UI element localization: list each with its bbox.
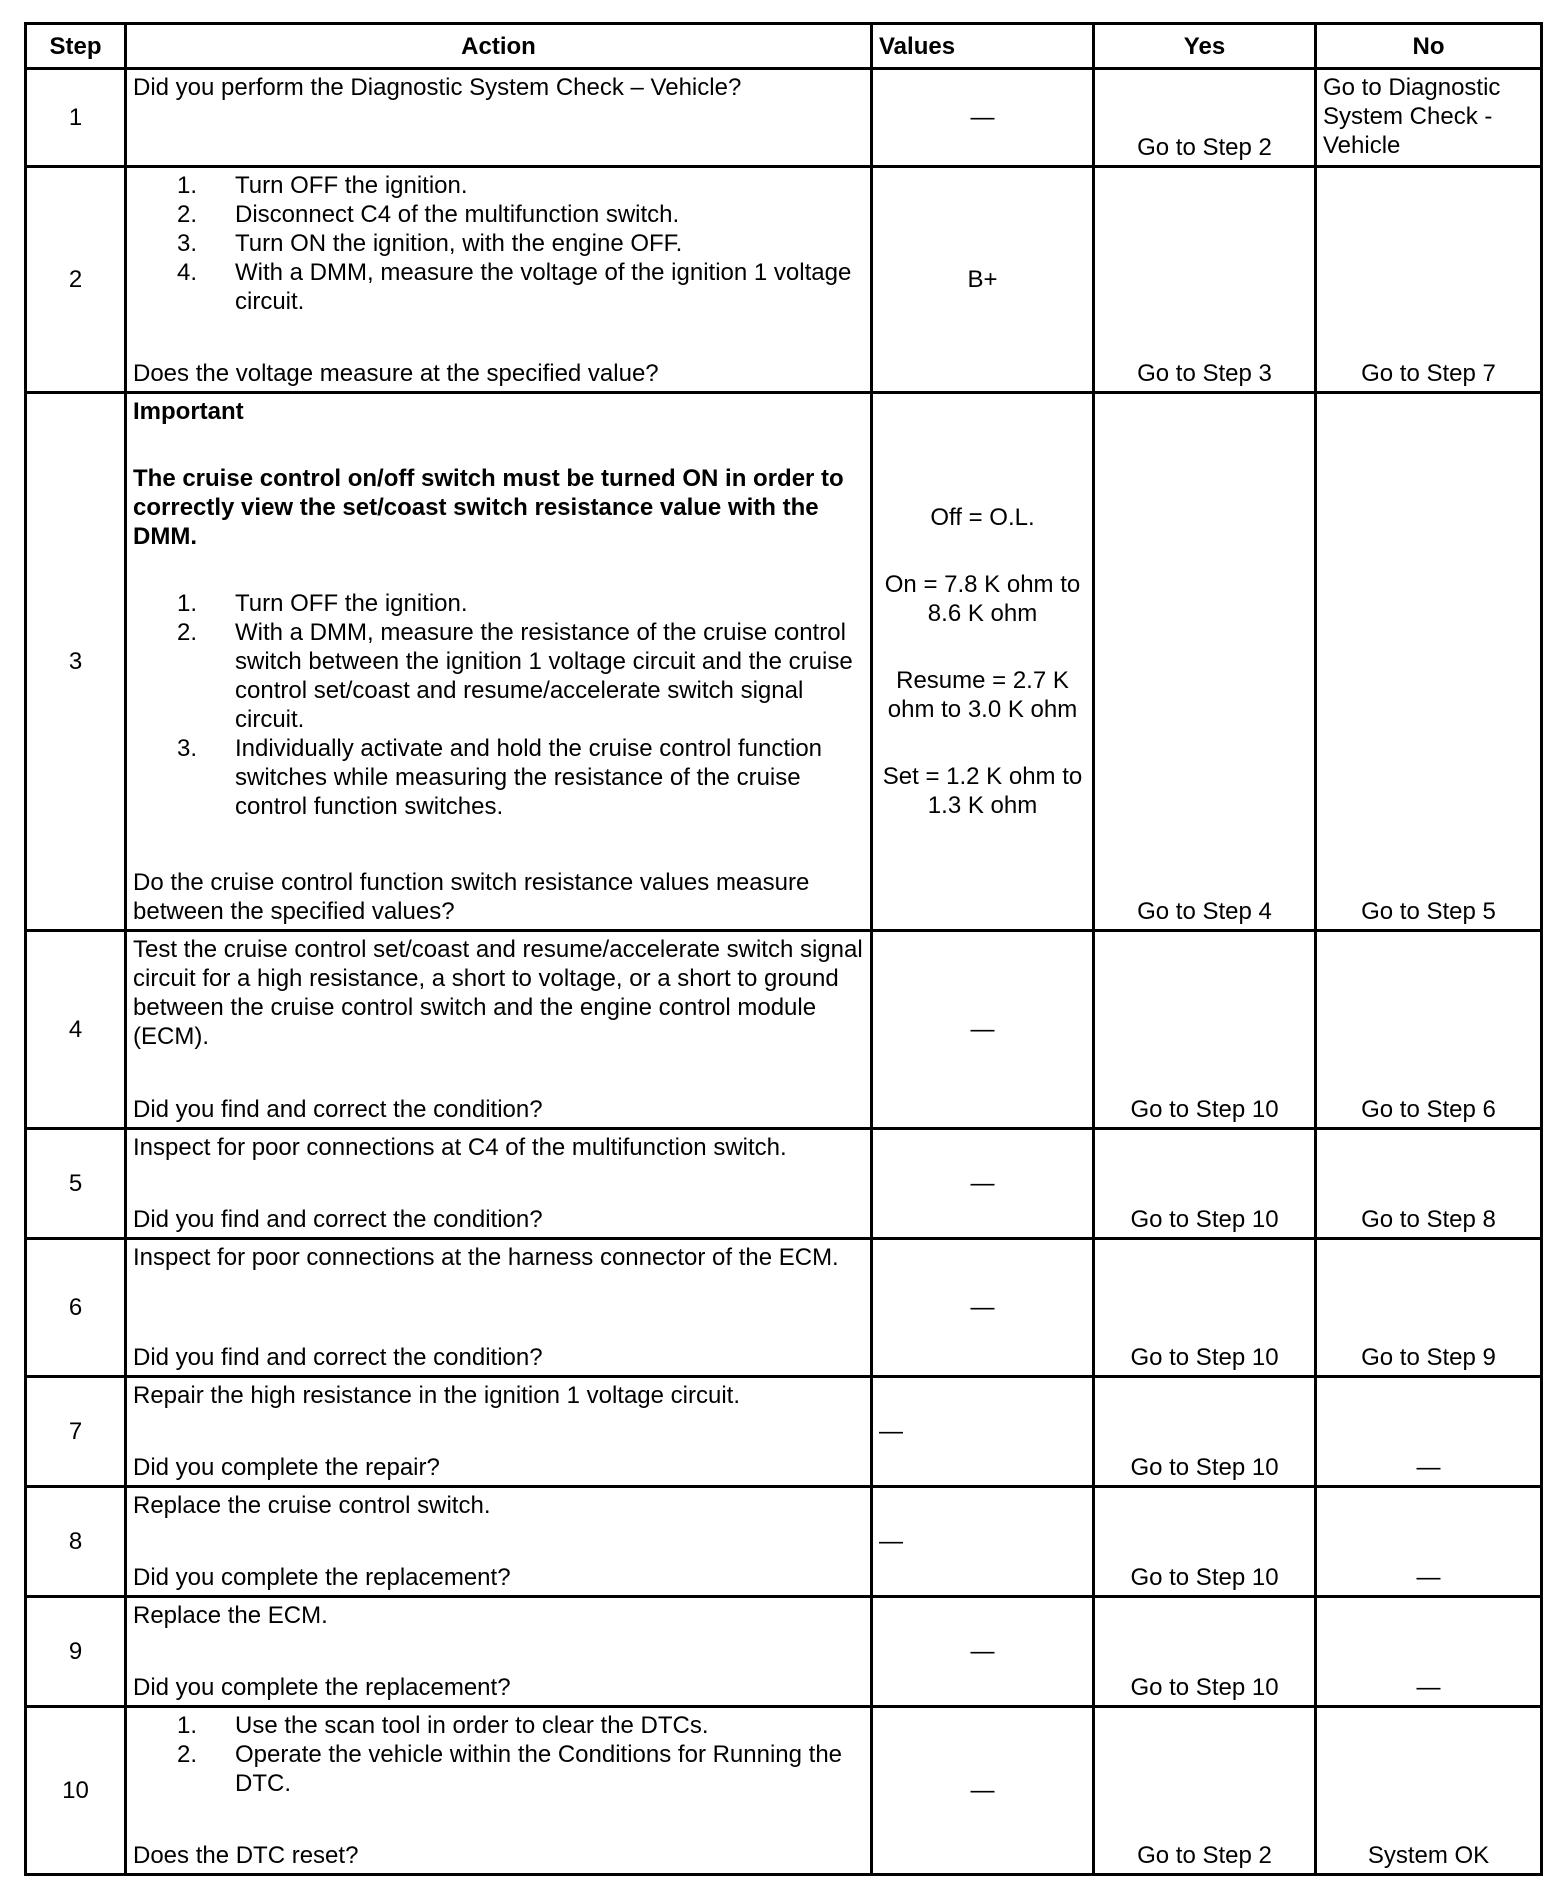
yes-cell: Go to Step 4	[1094, 393, 1316, 931]
header-row	[26, 24, 1542, 69]
no-cell: System OK	[1316, 1707, 1542, 1875]
value-cell: —	[872, 1377, 1094, 1487]
list-item: 3. Individually activate and hold the cruise control function switches while measuring the resistance of the cruise control function switches.	[177, 735, 823, 820]
step-number: 2	[26, 167, 126, 393]
question-text: Did you find and correct the condition?	[133, 1344, 543, 1371]
no-cell: Go to Step 6	[1316, 931, 1542, 1129]
no-cell: —	[1316, 1597, 1542, 1707]
no-cell: Go to Diagnostic System Check - Vehicle	[1316, 69, 1542, 167]
header-action: Action	[126, 24, 872, 69]
step-number: 4	[26, 931, 126, 1129]
question-text: Did you complete the repair?	[133, 1454, 440, 1481]
action-cell	[126, 1239, 872, 1377]
action-cell	[126, 69, 872, 167]
no-cell: Go to Step 5	[1316, 393, 1542, 931]
yes-cell: Go to Step 10	[1094, 1377, 1316, 1487]
step-number: 3	[26, 393, 126, 931]
list-item: 1. Use the scan tool in order to clear the DTCs.	[177, 1712, 709, 1739]
table-row	[26, 69, 1542, 167]
action-cell	[126, 167, 872, 393]
list-item: 3. Turn ON the ignition, with the engine OFF.	[177, 230, 683, 257]
instruction-list	[133, 171, 864, 316]
action-cell	[126, 1487, 872, 1597]
question-text: Did you complete the replacement?	[133, 1674, 511, 1701]
yes-cell: Go to Step 10	[1094, 1597, 1316, 1707]
no-cell: Go to Step 8	[1316, 1129, 1542, 1239]
table-row	[26, 1597, 1542, 1707]
action-text: Repair the high resistance in the ignition 1 voltage circuit.	[133, 1382, 741, 1409]
no-cell: Go to Step 7	[1316, 167, 1542, 393]
step-number: 10	[26, 1707, 126, 1875]
step-number: 8	[26, 1487, 126, 1597]
no-cell: —	[1316, 1377, 1542, 1487]
table-row	[26, 1707, 1542, 1875]
instruction-list	[133, 1711, 864, 1798]
question-text: Do the cruise control function switch resistance values measure between the specified values?	[133, 869, 810, 925]
step-number: 7	[26, 1377, 126, 1487]
question-text: Did you find and correct the condition?	[133, 1096, 543, 1123]
list-item: 4. With a DMM, measure the voltage of the ignition 1 voltage circuit.	[177, 259, 852, 315]
table-row	[26, 1129, 1542, 1239]
yes-cell: Go to Step 10	[1094, 1487, 1316, 1597]
header-yes: Yes	[1094, 24, 1316, 69]
value-on: On = 7.8 K ohm to 8.6 K ohm	[884, 571, 1081, 627]
action-cell	[126, 1377, 872, 1487]
value-cell: —	[872, 1487, 1094, 1597]
list-item: 2. With a DMM, measure the resistance of the cruise control switch between the ignition 1 voltage circuit and the cruise control set/coast and resume/accelerate switch signal circuit.	[177, 619, 853, 733]
value-resume: Resume = 2.7 K ohm to 3.0 K ohm	[887, 667, 1078, 723]
important-note: The cruise control on/off switch must be turned ON in order to correctly view the set/coast switch resistance value with the DMM.	[133, 465, 844, 550]
question-text: Does the voltage measure at the specified value?	[133, 360, 659, 387]
action-text: Test the cruise control set/coast and resume/accelerate switch signal circuit for a high resistance, a short to voltage, or a short to ground between the cruise control switch and the engine control module (ECM).	[133, 936, 863, 1050]
action-cell	[126, 393, 872, 931]
value-cell: —	[872, 1597, 1094, 1707]
no-cell: Go to Step 9	[1316, 1239, 1542, 1377]
action-text: Replace the ECM.	[133, 1602, 328, 1629]
action-cell	[126, 931, 872, 1129]
step-number: 6	[26, 1239, 126, 1377]
list-item: 1. Turn OFF the ignition.	[177, 590, 468, 617]
value-cell: —	[872, 1129, 1094, 1239]
action-cell	[126, 1707, 872, 1875]
question-text: Did you complete the replacement?	[133, 1564, 511, 1591]
value-cell	[872, 393, 1094, 931]
list-item: 2. Operate the vehicle within the Conditions for Running the DTC.	[177, 1741, 843, 1797]
value-cell: —	[872, 931, 1094, 1129]
question-text: Does the DTC reset?	[133, 1842, 359, 1869]
value-set: Set = 1.2 K ohm to 1.3 K ohm	[882, 763, 1083, 819]
header-no: No	[1316, 24, 1542, 69]
instruction-list	[133, 589, 864, 821]
value-cell: —	[872, 69, 1094, 167]
yes-cell: Go to Step 3	[1094, 167, 1316, 393]
list-item: 2. Disconnect C4 of the multifunction switch.	[177, 201, 680, 228]
table-row	[26, 931, 1542, 1129]
question-text: Did you find and correct the condition?	[133, 1206, 543, 1233]
header-values: Values	[872, 24, 1094, 69]
action-text: Did you perform the Diagnostic System Check – Vehicle?	[133, 74, 742, 101]
value-off: Off = O.L.	[930, 504, 1035, 531]
yes-cell: Go to Step 10	[1094, 1239, 1316, 1377]
action-text: Inspect for poor connections at the harness connector of the ECM.	[133, 1244, 839, 1271]
table-row	[26, 1239, 1542, 1377]
header-step: Step	[26, 24, 126, 69]
table-row	[26, 1487, 1542, 1597]
yes-cell: Go to Step 10	[1094, 1129, 1316, 1239]
step-number: 1	[26, 69, 126, 167]
step-number: 5	[26, 1129, 126, 1239]
step-number: 9	[26, 1597, 126, 1707]
value-cell: —	[872, 1707, 1094, 1875]
yes-cell: Go to Step 10	[1094, 931, 1316, 1129]
important-title: Important	[133, 398, 244, 425]
value-cell: —	[872, 1239, 1094, 1377]
table-row	[26, 393, 1542, 931]
diagnostic-table	[24, 22, 1543, 1876]
value-cell: B+	[872, 167, 1094, 393]
list-item: 1. Turn OFF the ignition.	[177, 172, 468, 199]
no-cell: —	[1316, 1487, 1542, 1597]
action-cell	[126, 1597, 872, 1707]
action-cell	[126, 1129, 872, 1239]
yes-cell: Go to Step 2	[1094, 69, 1316, 167]
yes-cell: Go to Step 2	[1094, 1707, 1316, 1875]
table-row	[26, 1377, 1542, 1487]
action-text: Replace the cruise control switch.	[133, 1492, 491, 1519]
action-text: Inspect for poor connections at C4 of the multifunction switch.	[133, 1134, 787, 1161]
table-row	[26, 167, 1542, 393]
